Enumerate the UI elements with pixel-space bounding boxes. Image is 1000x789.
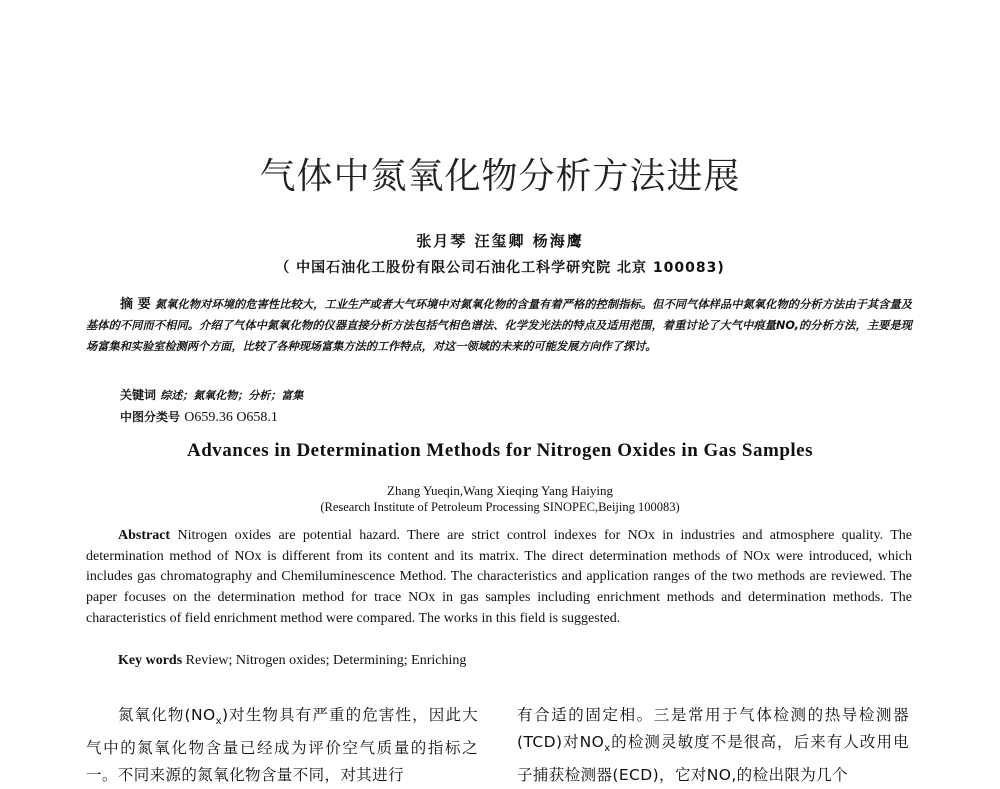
affiliation-zh: （ 中国石油化工股份有限公司石油化工科学研究院 北京 100083) [275,260,725,276]
abstract-zh [86,294,912,357]
body-left-text-a: 氮氧化物(NO [118,706,216,724]
body-column-right [517,702,909,789]
clc-number [120,408,278,426]
body-left-subscript: x [215,716,222,727]
authors-zh: 张月琴 汪玺卿 杨海鹰 [416,232,584,250]
keywords-zh-value: 综述；氮氧化物；分析；富集 [160,389,304,402]
clc-value: O659.36 O658.1 [184,410,278,425]
abstract-zh-text: 氮氧化物对环境的危害性比较大，工业生产或者大气环境中对氮氧化物的含量有着严格的控制指标。但不同气体样品中氮氧化物的分析方法由于其含量及基体的不同而不相同。介绍了气体中氮氧化物的仪器直接分析方法包括气相色谱法、化学发光法的特点及适用范围，着重讨论了大气中痕量NO,的分析方法，主要是现场富集和实验室检测两个方面，比较了各种现场富集方法的工作特点，对这一领域的未来的可能发展方向作了探讨。 [86,298,912,353]
body-right-subscript: x [604,743,611,754]
abstract-zh-label: 摘 要 [120,297,151,312]
abstract-en [86,526,912,630]
authors-en: Zhang Yueqin,Wang Xieqing Yang Haiying [387,483,613,498]
title-zh: 气体中氮氧化物分析方法进展 [259,156,741,197]
keywords-en-label: Key words [118,653,183,668]
affiliation-en: (Research Institute of Petroleum Processing SINOPEC,Beijing 100083) [320,500,680,514]
keywords-en [118,653,466,669]
keywords-en-value: Review; Nitrogen oxides; Determining; Enriching [185,653,467,668]
clc-label: 中图分类号 [120,410,181,424]
keywords-zh [120,386,303,403]
abstract-en-text: Nitrogen oxides are potential hazard. There are strict control indexes for NOx in industries and atmosphere quality. The determination method of NOx is different from its content and its matrix. The direct determination methods of NOx were introduced, which includes gas chromatography and Chemiluminescence Method. The characteristics and application ranges of the two methods are reviewed. The paper focuses on the determination method for trace NOx in gas samples including enrichment methods and determination methods. The characteristics of field enrichment method were compared. The works in this field is suggested. [86,528,912,626]
body-right-text-a: 有合适的固定相。三是常用于气体检测的热导检测器(TCD)对NO [517,706,909,751]
body-column-left [86,702,478,789]
body-right-text-b: 的检测灵敏度不是很高，后来有人改用电子捕获检测器(ECD)，它对NO,的检出限为几个 [517,733,909,784]
abstract-en-label: Abstract [118,528,171,543]
title-en: Advances in Determination Methods for Nitrogen Oxides in Gas Samples [187,440,813,461]
keywords-zh-label: 关键词 [120,388,157,402]
body-left-text-b: )对生物具有严重的危害性，因此大气中的氮氧化物含量已经成为评价空气质量的指标之一。不同来源的氮氧化物含量不同，对其进行 [86,706,478,784]
